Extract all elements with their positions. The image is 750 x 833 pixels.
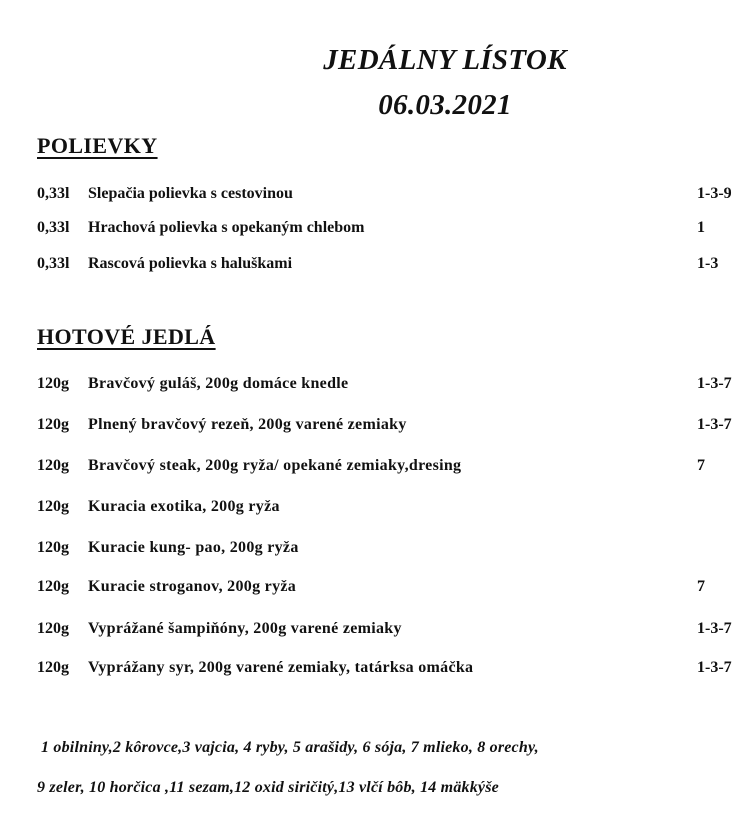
menu-date: 06.03.2021 <box>378 89 512 121</box>
item-quantity: 120g <box>37 457 69 474</box>
list-item <box>0 657 750 679</box>
item-quantity: 120g <box>37 416 69 433</box>
item-quantity: 120g <box>37 578 69 595</box>
item-quantity: 0,33l <box>37 185 70 202</box>
list-item <box>0 183 750 205</box>
list-item <box>0 455 750 477</box>
section-heading-meals: HOTOVÉ JEDLÁ <box>37 324 216 349</box>
list-item <box>0 217 750 239</box>
item-quantity: 120g <box>37 659 69 676</box>
item-allergens: 1 <box>697 219 705 236</box>
list-item <box>0 414 750 436</box>
item-allergens: 1-3-7 <box>697 416 732 433</box>
item-allergens: 7 <box>697 457 705 474</box>
item-allergens: 1-3 <box>697 255 719 272</box>
item-allergens: 1-3-9 <box>697 185 732 202</box>
list-item <box>0 618 750 640</box>
item-name: Kuracie stroganov, 200g ryža <box>88 578 297 595</box>
item-quantity: 120g <box>37 375 69 392</box>
allergen-legend-line-2: 9 zeler, 10 horčica ,11 sezam,12 oxid siričitý,13 vlčí bôb, 14 mäkkýše <box>37 779 499 796</box>
item-name: Hrachová polievka s opekaným chlebom <box>88 219 365 236</box>
list-item <box>0 253 750 275</box>
item-name: Bravčový steak, 200g ryža/ opekané zemiaky,dresing <box>88 457 462 474</box>
item-name: Kuracie kung- pao, 200g ryža <box>88 539 299 556</box>
item-quantity: 0,33l <box>37 255 70 272</box>
item-name: Kuracia exotika, 200g ryža <box>88 498 280 515</box>
item-name: Rascová polievka s haluškami <box>88 255 293 272</box>
menu-title: JEDÁLNY LÍSTOK <box>323 44 567 76</box>
allergen-legend-line-1: 1 obilniny,2 kôrovce,3 vajcia, 4 ryby, 5 arašidy, 6 sója, 7 mlieko, 8 orechy, <box>41 739 539 756</box>
item-name: Bravčový guláš, 200g domáce knedle <box>88 375 349 392</box>
item-quantity: 0,33l <box>37 219 70 236</box>
item-name: Vyprážany syr, 200g varené zemiaky, tatárksa omáčka <box>88 659 474 676</box>
item-name: Slepačia polievka s cestovinou <box>88 185 293 202</box>
item-allergens: 1-3-7 <box>697 375 732 392</box>
list-item <box>0 537 750 559</box>
list-item <box>0 576 750 598</box>
section-heading-soups: POLIEVKY <box>37 133 158 158</box>
item-name: Plnený bravčový rezeň, 200g varené zemiaky <box>88 416 407 433</box>
item-allergens: 1-3-7 <box>697 659 732 676</box>
item-quantity: 120g <box>37 539 69 556</box>
item-name: Vyprážané šampiňóny, 200g varené zemiaky <box>88 620 402 637</box>
item-allergens: 1-3-7 <box>697 620 732 637</box>
item-quantity: 120g <box>37 498 69 515</box>
list-item <box>0 373 750 395</box>
item-allergens: 7 <box>697 578 705 595</box>
list-item <box>0 496 750 518</box>
item-quantity: 120g <box>37 620 69 637</box>
